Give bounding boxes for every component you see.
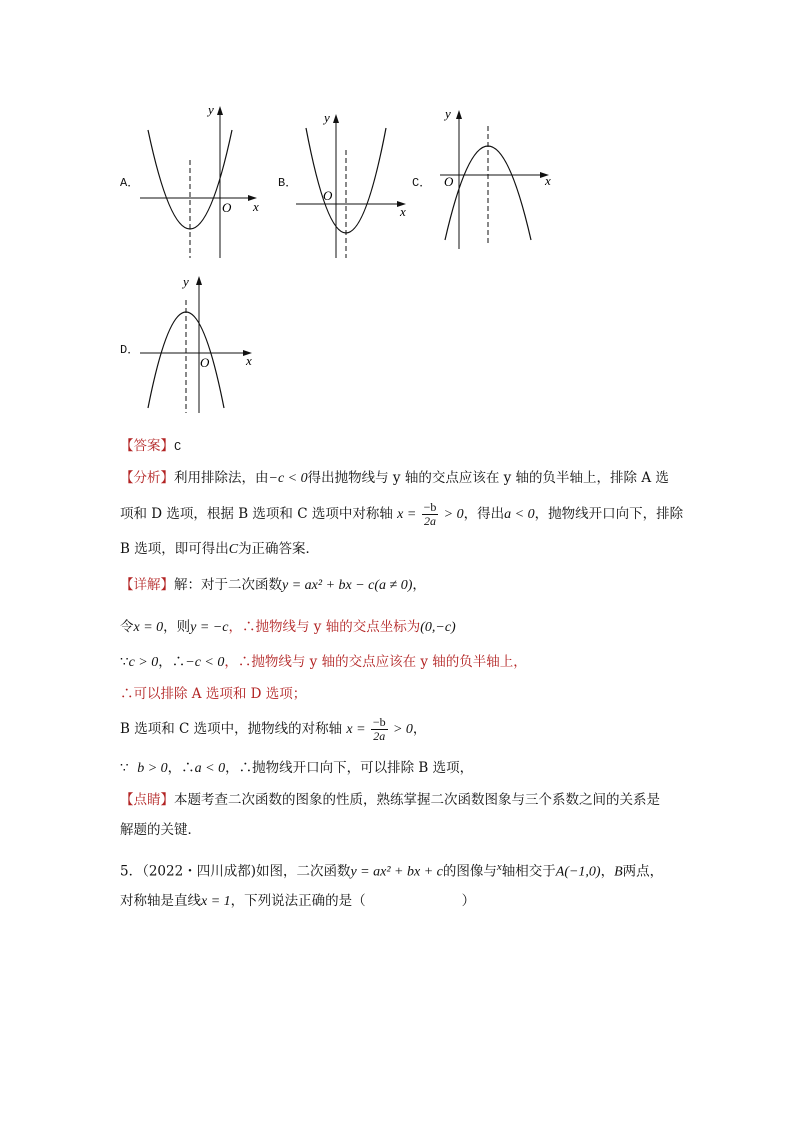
- x-label: x: [253, 199, 259, 214]
- math: y = ax² + bx − c(a ≠ 0): [282, 578, 413, 593]
- option-a-label: A．: [120, 176, 140, 190]
- denominator: 2a: [373, 729, 386, 743]
- figure-c: [440, 104, 555, 249]
- text: 轴相交于: [501, 863, 556, 880]
- math: x = 1: [201, 894, 231, 909]
- math: > 0: [443, 507, 464, 522]
- text: ∵: [120, 760, 129, 776]
- comment-line-2: 解题的关键．: [120, 822, 201, 838]
- math: −c < 0: [268, 471, 308, 486]
- origin-label: O: [222, 200, 232, 215]
- text: ）: [461, 893, 476, 909]
- fraction: [422, 501, 439, 528]
- text: ，下列说法正确的是（: [230, 893, 366, 909]
- math: > 0: [392, 722, 413, 737]
- q5-line-2: [120, 891, 475, 912]
- analysis-tag: 【分析】: [120, 470, 174, 486]
- q5-line-1: [120, 857, 663, 883]
- comment-line-1: [120, 790, 660, 810]
- fraction: [371, 716, 388, 743]
- math: C: [228, 542, 239, 557]
- option-c-label: C．: [412, 176, 432, 190]
- text: ，∴: [167, 760, 195, 776]
- x-label: x: [400, 204, 406, 219]
- numerator: −b: [372, 715, 386, 729]
- analysis-line-1: [120, 468, 669, 489]
- text: ，∴抛物线与 y 轴的交点应该在 y 轴的负半轴上，: [224, 654, 527, 670]
- numerator: −b: [423, 500, 437, 514]
- answer-tag: 【答案】: [120, 438, 174, 454]
- figure-d: [140, 268, 260, 413]
- answer-value: C: [174, 440, 182, 454]
- y-axis-arrow: [217, 106, 223, 115]
- text: ，∴: [158, 654, 186, 670]
- origin-label: O: [444, 174, 454, 189]
- origin-label: O: [323, 188, 333, 203]
- text: 项和 D 选项，根据 B 选项和 C 选项中对称轴: [120, 506, 393, 522]
- text: ，抛物线开口向下，排除: [534, 506, 684, 522]
- y-axis-arrow: [196, 276, 202, 285]
- math: −c < 0: [185, 655, 225, 670]
- text: B 选项和 C 选项中，抛物线的对称轴: [120, 721, 343, 737]
- math: a < 0: [194, 761, 226, 776]
- text: ∵: [120, 654, 129, 670]
- option-d-label: D．: [120, 343, 140, 357]
- math: b > 0: [137, 761, 168, 776]
- math: x: [496, 861, 502, 873]
- detail-line-5: [120, 716, 426, 743]
- text: ，: [412, 577, 426, 593]
- y-axis-arrow: [456, 110, 462, 119]
- math: x =: [397, 507, 417, 522]
- math: A(−1,0): [555, 864, 601, 880]
- y-axis-arrow: [333, 114, 339, 123]
- math: B: [614, 864, 623, 880]
- figure-a: [140, 100, 265, 258]
- detail-line-6: [120, 758, 473, 779]
- text: 5．（2022・四川成都)如图，二次函数: [120, 863, 351, 880]
- detail-line-2: [120, 617, 456, 638]
- math: y = −c: [190, 620, 229, 635]
- text: 本题考查二次函数的图象的性质，熟练掌握二次函数图象与三个系数之间的关系是: [174, 792, 660, 808]
- text: ，∴抛物线开口向下，可以排除 B 选项，: [225, 760, 474, 776]
- analysis-line-2: [120, 501, 683, 528]
- option-b-label: B．: [278, 176, 298, 190]
- math: c > 0: [128, 655, 159, 670]
- figure-b: [296, 108, 414, 258]
- y-label: y: [445, 106, 451, 121]
- comment-tag: 【点睛】: [120, 792, 174, 808]
- math: x = 0: [133, 620, 164, 635]
- x-label: x: [246, 353, 252, 368]
- text: 令: [120, 619, 134, 635]
- text: 对称轴是直线: [120, 893, 201, 909]
- text: 两点，: [622, 863, 664, 880]
- math: (0,−c): [420, 620, 456, 635]
- math: a < 0: [504, 507, 535, 522]
- math: x =: [346, 722, 366, 737]
- text: B 选项，即可得出: [120, 541, 229, 557]
- text: 解：对于二次函数: [174, 577, 282, 593]
- text: ，∴抛物线与 y 轴的交点坐标为: [228, 619, 421, 635]
- denominator: 2a: [423, 514, 436, 528]
- text: 的图像与: [442, 863, 497, 880]
- x-label: x: [545, 173, 551, 188]
- answer-line: [120, 436, 181, 457]
- text: 为正确答案．: [238, 541, 320, 557]
- text: 得出抛物线与 y 轴的交点应该在 y 轴的负半轴上，排除 A 选: [307, 470, 669, 486]
- analysis-line-3: [120, 539, 319, 560]
- detail-line-1: [120, 575, 426, 596]
- detail-line-3: [120, 652, 527, 673]
- text: ，: [600, 863, 615, 880]
- detail-tag: 【详解】: [120, 577, 174, 593]
- text: ，: [412, 721, 427, 737]
- y-label: y: [208, 102, 214, 117]
- text: ，则: [163, 619, 191, 635]
- math: y = ax² + bx + c: [350, 864, 443, 880]
- origin-label: O: [200, 355, 210, 370]
- y-label: y: [324, 110, 330, 125]
- text: 利用排除法，由: [174, 470, 269, 486]
- text: ，得出: [463, 506, 505, 522]
- y-label: y: [183, 274, 189, 289]
- detail-line-4: ∴可以排除 A 选项和 D 选项；: [120, 686, 307, 702]
